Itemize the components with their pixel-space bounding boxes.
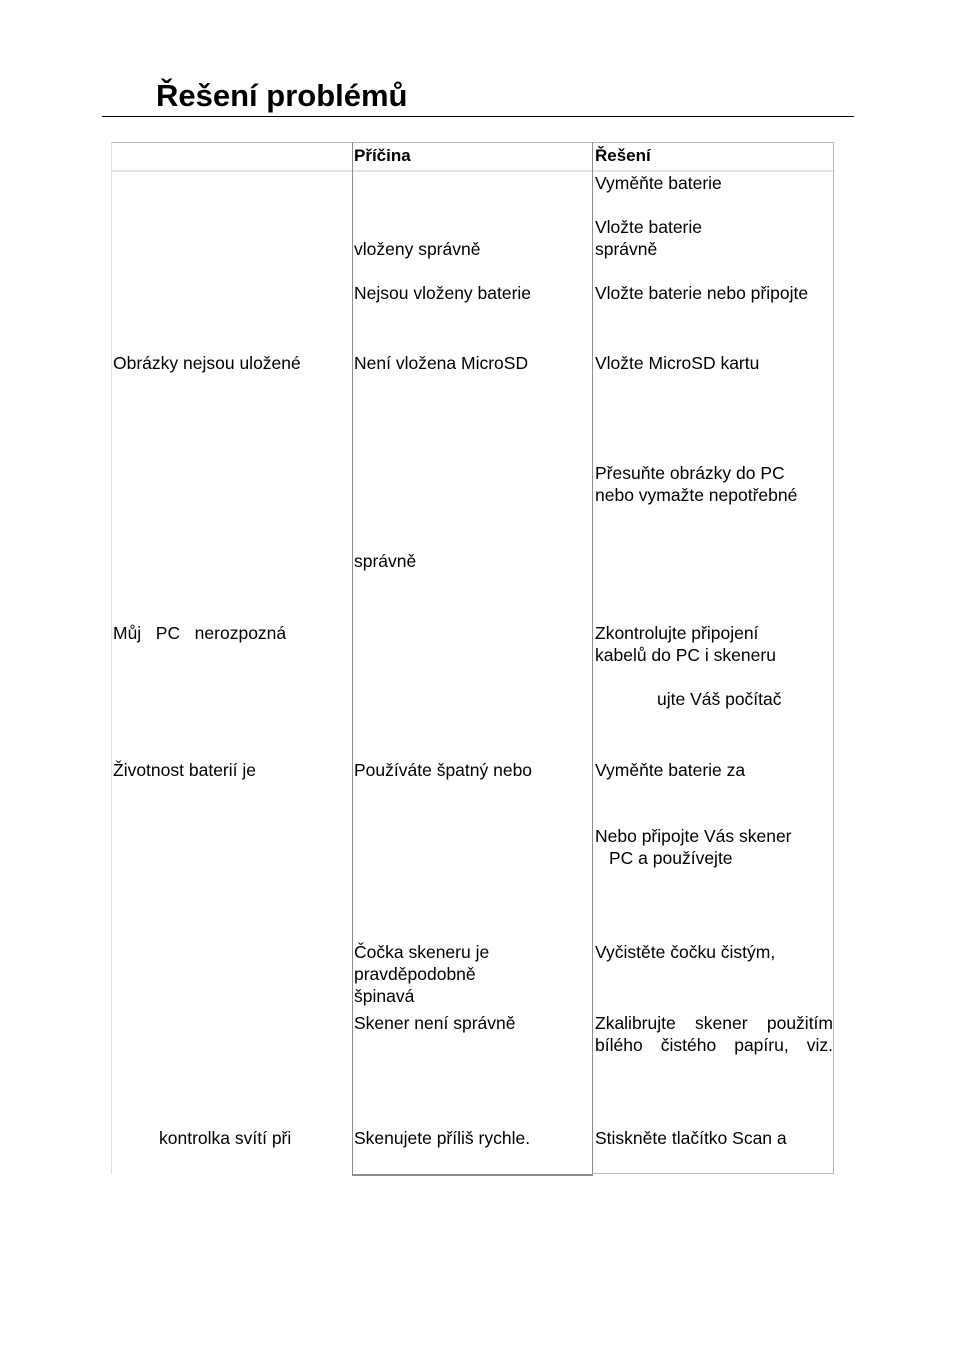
table-top-border <box>111 142 834 143</box>
solution-cell: Zkontrolujte připojení <box>595 623 759 643</box>
cause-cell: Používáte špatný nebo <box>354 760 533 780</box>
solution-cell: Zkalibrujte skener použitím <box>595 1013 833 1033</box>
cause-cell: vloženy správně <box>354 239 481 259</box>
solution-cell: správně <box>595 239 658 259</box>
table-bottom-border-right <box>592 1173 834 1174</box>
solution-cell: Vložte baterie <box>595 217 703 237</box>
page-title: Řešení problémů <box>156 78 408 113</box>
table-col-divider-1 <box>352 142 353 1176</box>
problem-cell: Obrázky nejsou uložené <box>113 353 301 373</box>
solution-cell: Přesuňte obrázky do PC <box>595 463 785 483</box>
cause-cell: Skenujete příliš rychle. <box>354 1128 531 1148</box>
cause-cell: Není vložena MicroSD <box>354 353 529 373</box>
problem-cell: kontrolka svítí při <box>159 1128 292 1148</box>
cause-cell: Nejsou vloženy baterie <box>354 283 532 303</box>
solution-cell: Vyměňte baterie <box>595 173 722 193</box>
solution-cell: PC a používejte <box>609 848 733 868</box>
table-header-rule <box>111 170 834 172</box>
header-solution: Řešení <box>595 146 651 165</box>
solution-cell: Nebo připojte Vás skener <box>595 826 792 846</box>
header-cause: Příčina <box>354 146 411 165</box>
solution-cell: ujte Váš počítač <box>657 689 782 709</box>
solution-cell: Vložte MicroSD kartu <box>595 353 760 373</box>
solution-cell: Vyměňte baterie za <box>595 760 746 780</box>
table-left-border <box>111 142 112 1174</box>
title-underline <box>102 116 854 117</box>
solution-cell: Vyčistěte čočku čistým, <box>595 942 776 962</box>
problem-cell: Životnost baterií je <box>113 760 256 780</box>
problem-cell: Můj PC nerozpozná <box>113 623 287 643</box>
solution-cell: bílého čistého papíru, viz. <box>595 1035 833 1055</box>
table-right-border <box>833 142 834 1174</box>
cause-cell: špinavá <box>354 986 415 1006</box>
solution-cell: Vložte baterie nebo připojte <box>595 283 809 303</box>
cause-cell: správně <box>354 551 417 571</box>
cause-cell: pravděpodobně <box>354 964 476 984</box>
cause-cell: Skener není správně <box>354 1013 516 1033</box>
solution-cell: nebo vymažte nepotřebné <box>595 485 798 505</box>
solution-cell: kabelů do PC i skeneru <box>595 645 776 665</box>
cause-cell: Čočka skeneru je <box>354 942 490 962</box>
table-bottom-border-mid <box>352 1174 593 1176</box>
solution-cell: Stiskněte tlačítko Scan a <box>595 1128 787 1148</box>
table-col-divider-2 <box>592 142 593 1176</box>
